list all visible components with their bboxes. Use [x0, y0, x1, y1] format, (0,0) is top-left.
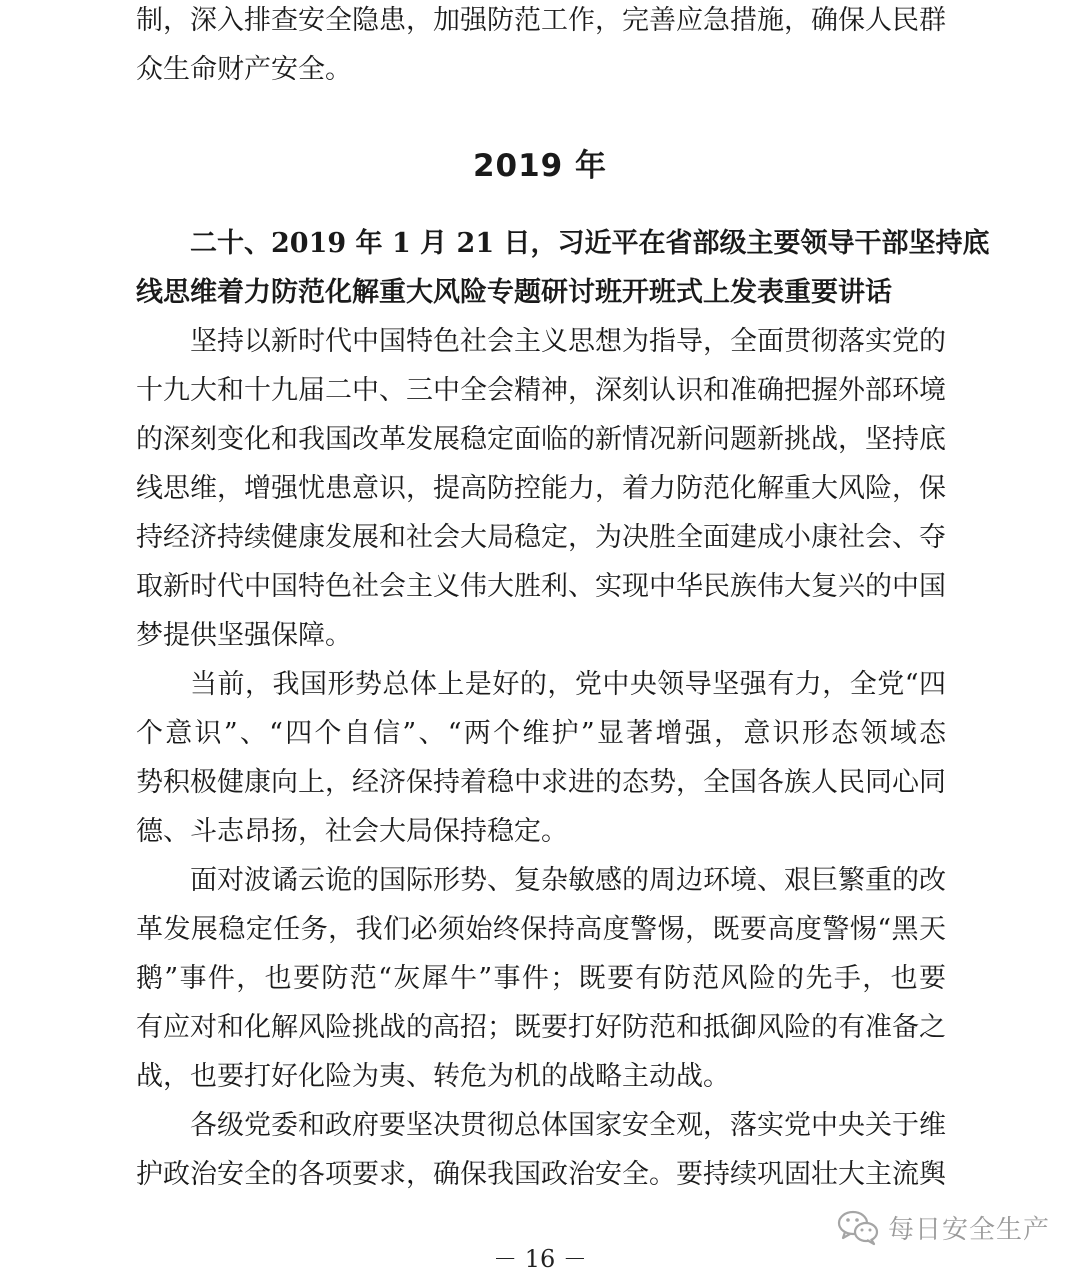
text-line: 线思维，增强忧患意识，提高防控能力，着力防范化解重大风险，保 [136, 473, 946, 504]
text-line: 持经济持续健康发展和社会大局稳定，为决胜全面建成小康社会、夺 [136, 522, 946, 553]
text-line: 当前，我国形势总体上是好的，党中央领导坚强有力，全党“四 [190, 669, 946, 700]
text-line: 众生命财产安全。 [136, 54, 352, 85]
wechat-icon [836, 1208, 880, 1246]
text-line: 取新时代中国特色社会主义伟大胜利、实现中华民族伟大复兴的中国 [136, 571, 946, 602]
watermark [836, 1206, 1050, 1248]
text-line: 有应对和化解风险挑战的高招；既要打好防范和抵御风险的有准备之 [136, 1012, 946, 1043]
text-line: 各级党委和政府要坚决贯彻总体国家安全观，落实党中央关于维 [190, 1110, 946, 1141]
section-title-line: 线思维着力防范化解重大风险专题研讨班开班式上发表重要讲话 [136, 277, 892, 308]
text-line: 护政治安全的各项要求，确保我国政治安全。要持续巩固壮大主流舆 [136, 1159, 946, 1190]
watermark-text: 每日安全生产 [888, 1214, 1051, 1245]
text-line: 鹅”事件，也要防范“灰犀牛”事件；既要有防范风险的先手，也要 [136, 963, 946, 994]
page-number: － 16 － [493, 1245, 587, 1273]
text-line: 个意识”、“四个自信”、“两个维护”显著增强，意识形态领域态 [136, 718, 946, 749]
text-line: 战，也要打好化险为夷、转危为机的战略主动战。 [136, 1061, 730, 1092]
text-line: 十九大和十九届二中、三中全会精神，深刻认识和准确把握外部环境 [136, 375, 946, 406]
text-line: 面对波谲云诡的国际形势、复杂敏感的周边环境、艰巨繁重的改 [190, 865, 946, 896]
text-line: 的深刻变化和我国改革发展稳定面临的新情况新问题新挑战，坚持底 [136, 424, 946, 455]
year-heading: 2019 年 [472, 148, 608, 184]
text-line: 梦提供坚强保障。 [136, 620, 352, 651]
text-line: 制，深入排查安全隐患，加强防范工作，完善应急措施，确保人民群 [136, 5, 946, 36]
section-title-line: 二十、2019 年 1 月 21 日，习近平在省部级主要领导干部坚持底 [190, 228, 990, 259]
text-line: 势积极健康向上，经济保持着稳中求进的态势，全国各族人民同心同 [136, 767, 946, 798]
text-line: 德、斗志昂扬，社会大局保持稳定。 [136, 816, 568, 847]
text-line: 革发展稳定任务，我们必须始终保持高度警惕，既要高度警惕“黑天 [136, 914, 946, 945]
text-line: 坚持以新时代中国特色社会主义思想为指导，全面贯彻落实党的 [190, 326, 946, 357]
